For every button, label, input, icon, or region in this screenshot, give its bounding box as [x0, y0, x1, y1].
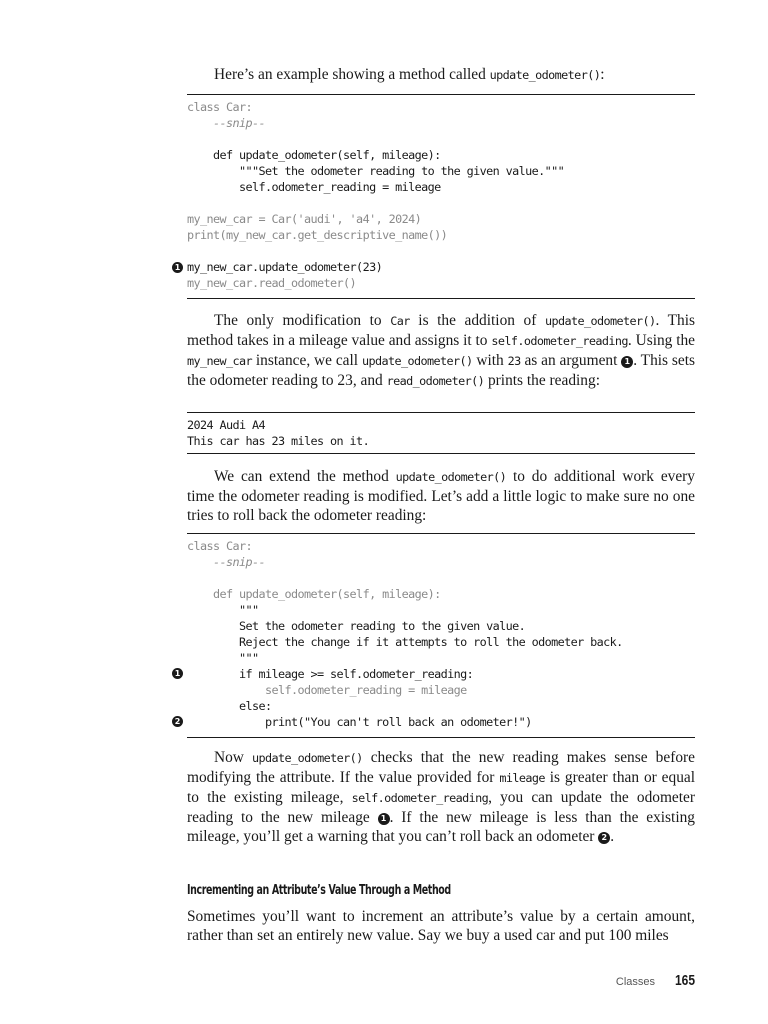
code-listing-2 — [187, 533, 695, 738]
code-line: """ — [187, 651, 259, 665]
intro-text-end: : — [600, 66, 605, 83]
code-line: print(my_new_car.get_descriptive_name()) — [187, 228, 448, 242]
intro-text: Here’s an example showing a method called — [214, 66, 490, 83]
code-line: print("You can't roll back an odometer!") — [187, 715, 532, 729]
page-number: 165 — [674, 972, 695, 989]
callout-marker-2: 2 — [172, 716, 183, 727]
code-line: my_new_car.read_odometer() — [187, 276, 357, 290]
code-line: def update_odometer(self, mileage): — [187, 587, 441, 601]
callout-marker-1: 1 — [172, 668, 183, 679]
code-line: --snip-- — [187, 116, 266, 130]
code-line: class Car: — [187, 539, 253, 553]
inline-code: update_odometer() — [489, 68, 601, 82]
paragraph-now: Now update_odometer() checks that the new reading makes sense before modifying the attribute. If the value provided for mileage is greater than or equal to the existing mileage, self.odometer_reading, you can update the odometer reading to the new mileage 1 . If the new mileage is less than the existing mileage, you’ll get a warning that you can’t roll back an odometer 2 . — [187, 749, 696, 845]
code-line: self.odometer_reading = mileage — [187, 180, 441, 194]
code-line: Reject the change if it attempts to roll the odometer back. — [187, 635, 623, 649]
callout-marker-2: 2 — [598, 832, 610, 844]
output-line: This car has 23 miles on it. — [187, 434, 370, 448]
intro-paragraph — [214, 65, 694, 85]
callout-marker-1: 1 — [621, 356, 633, 368]
code-listing-1 — [187, 94, 695, 299]
code-line: def update_odometer(self, mileage): — [187, 148, 441, 162]
paragraph-extend: We can extend the method update_odometer() to do additional work every time the odometer reading is modified. Let’s add a little logic to make sure no one tries to roll back the odometer reading: — [187, 468, 695, 524]
code-line: class Car: — [187, 100, 253, 114]
code-line: """Set the odometer reading to the given value.""" — [187, 164, 565, 178]
code-line: else: — [187, 699, 272, 713]
section-heading: Incrementing an Attribute’s Value Through a Method — [187, 882, 451, 898]
code-line: my_new_car.update_odometer(23) — [187, 260, 383, 274]
code-line: Set the odometer reading to the given value. — [187, 619, 526, 633]
code-line: if mileage >= self.odometer_reading: — [187, 667, 474, 681]
code-line: """ — [187, 603, 259, 617]
program-output — [187, 412, 695, 454]
callout-marker-1: 1 — [172, 262, 183, 273]
callout-marker-1: 1 — [378, 813, 390, 825]
output-line: 2024 Audi A4 — [187, 418, 266, 432]
paragraph-modification: The only modification to Car is the addition of update_odometer(). This method takes in a mileage value and assigns it to self.odometer_reading. Using the my_new_car instance, we call update_odometer() with 23 as an argument 1 . This sets the odometer reading to 23, and read_odometer() prints the reading: — [187, 312, 696, 389]
paragraph-increment: Sometimes you’ll want to increment an attribute’s value by a certain amount, rather than set an entirely new value. Say we buy a used car and put 100 miles — [187, 908, 695, 944]
code-line: self.odometer_reading = mileage — [187, 683, 467, 697]
code-line: --snip-- — [187, 555, 266, 569]
running-footer-section: Classes — [615, 976, 655, 988]
code-line: my_new_car = Car('audi', 'a4', 2024) — [187, 212, 422, 226]
